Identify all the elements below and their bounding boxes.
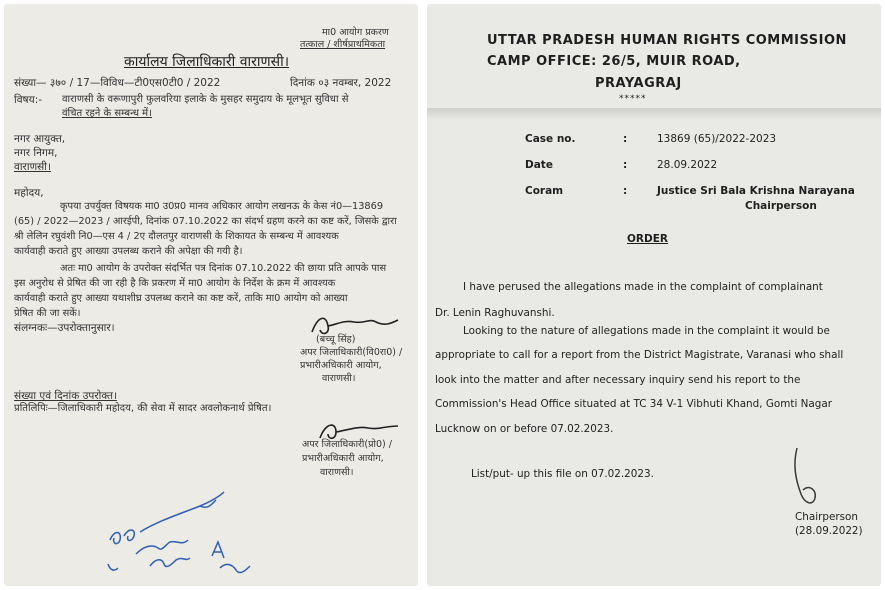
paragraph-line: अतः मा0 आयोग के उपरोक्त संदर्भित पत्र दिनांक 07.10.2022 की छाया प्रति आपके पास	[60, 263, 387, 274]
case-no-value: 13869 (65)/2022-2023	[657, 133, 777, 145]
case-no-label: Case no.	[525, 133, 576, 145]
chairperson-signature	[783, 444, 823, 514]
subject-line: वंचित रहने के सम्बन्ध में।	[62, 108, 152, 119]
paragraph-line: श्री लेलिन रघुवंशी नि0—एस 4 / 2ए दौलतपुर वाराणसी के शिकायत के सम्बन्ध में आवश्यक	[14, 231, 339, 242]
copy-heading: संख्या एवं दिनांक उपरोक्त।	[14, 390, 117, 402]
order-line: Commission's Head Office situated at TC 34 V-1 Vibhuti Khand, Gomti Nagar	[435, 398, 833, 410]
coram-label: Coram	[525, 185, 564, 197]
order-line: Looking to the nature of allegations made in the complaint it would be	[463, 325, 830, 337]
addressee-line: नगर निगम,	[14, 147, 58, 159]
order-line: I have perused the allegations made in the complaint of complainant	[463, 281, 823, 293]
paragraph-line: कृपया उपर्युक्त विषयक मा0 उ0प्र0 मानव अधिकार आयोग लखनऊ के केस नं0—13869	[60, 201, 384, 212]
top-right-note-1: मा0 आयोग प्रकरण	[322, 27, 389, 38]
paragraph-line: (65) / 2022—2023 / आरईपी, दिनांक 07.10.2022 का संदर्भ ग्रहण करने का कष्ट करें, जिसके द्वारा	[14, 216, 397, 227]
date-label: Date	[525, 159, 553, 171]
paragraph-line: इस अनुरोध से प्रेषित की जा रही है कि प्रकरण में मा0 आयोग के निर्देश के क्रम में आवश्यक	[14, 278, 336, 289]
coram-title: Chairperson	[745, 200, 817, 212]
paragraph-line: कार्यवाही कराते हुए आख्या उपलब्ध कराने की अपेक्षा की गयी है।	[14, 246, 243, 257]
subject-label: विषय:-	[14, 94, 43, 106]
signer-name: (बच्चू सिंह)	[316, 334, 356, 345]
reference-number: संख्या— ३७० / 17—विविध—टी0एस0टी0 / 2022	[14, 77, 221, 89]
listing-line: List/put- up this file on 07.02.2023.	[471, 468, 654, 480]
commission-order-page	[427, 4, 881, 586]
paragraph-line: कार्यवाही कराते हुए आख्या यथाशीघ्र उपलब्ध कराने का कष्ट करें, ताकि मा0 आयोग को आख्या	[14, 293, 348, 304]
office-title: कार्यालय जिलाधिकारी वाराणसी।	[124, 54, 290, 70]
commission-name: UTTAR PRADESH HUMAN RIGHTS COMMISSION	[487, 33, 847, 48]
hindi-letter-page	[4, 4, 418, 586]
addressee-line: वाराणसी।	[14, 161, 51, 173]
subject-line: वाराणसी के वरूणापुरी फुलवरिया इलाके के मुसहर समुदाय के मूलभूत सुविधा से	[62, 94, 349, 105]
signer-place: वाराणसी।	[320, 467, 354, 478]
scan-fold-line	[427, 108, 881, 120]
top-right-note-2: तत्काल / शीर्षप्राथमिकता	[300, 39, 386, 50]
signer-designation: अपर जिलाधिकारी(प्रो0) /	[302, 439, 392, 450]
signer-designation: अपर जिलाधिकारी(वि0रा0) /	[300, 347, 403, 358]
order-line: Dr. Lenin Raghuvanshi.	[435, 307, 555, 319]
handwritten-annotation	[100, 484, 270, 584]
enclosure-note: संलग्नकः—उपरोक्तानुसार।	[14, 322, 115, 334]
date-value: 28.09.2022	[657, 159, 718, 171]
copy-line: प्रतिलिपिः—जिलाधिकारी महोदय, की सेवा में सादर अवलोकनार्थ प्रेषित।	[14, 403, 272, 414]
order-line: appropriate to call for a report from the District Magistrate, Varanasi who shall	[435, 349, 844, 361]
signer-designation: प्रभारीअधिकारी आयोग,	[300, 360, 382, 371]
coram-value: Justice Sri Bala Krishna Narayana	[657, 185, 855, 197]
separator-stars: *****	[619, 94, 647, 104]
order-title: ORDER	[627, 233, 668, 245]
city: PRAYAGRAJ	[595, 76, 682, 91]
signature-date: (28.09.2022)	[795, 525, 863, 537]
letter-date: दिनांक ०३ नवम्बर, 2022	[290, 77, 392, 89]
order-line: look into the matter and after necessary inquiry send his report to the	[435, 374, 801, 386]
signature-title: Chairperson	[795, 511, 858, 523]
coram-colon: :	[623, 185, 628, 197]
addressee-line: नगर आयुक्त,	[14, 133, 66, 145]
camp-office-address: CAMP OFFICE: 26/5, MUIR ROAD,	[487, 54, 741, 69]
case-no-colon: :	[623, 133, 628, 145]
signer-place: वाराणसी।	[322, 373, 356, 384]
date-colon: :	[623, 159, 628, 171]
order-line: Lucknow on or before 07.02.2023.	[435, 423, 614, 435]
paragraph-line: प्रेषित की जा सकें।	[14, 308, 81, 319]
salutation: महोदय,	[14, 187, 44, 199]
signer-designation: प्रभारीअधिकारी आयोग,	[302, 453, 384, 464]
